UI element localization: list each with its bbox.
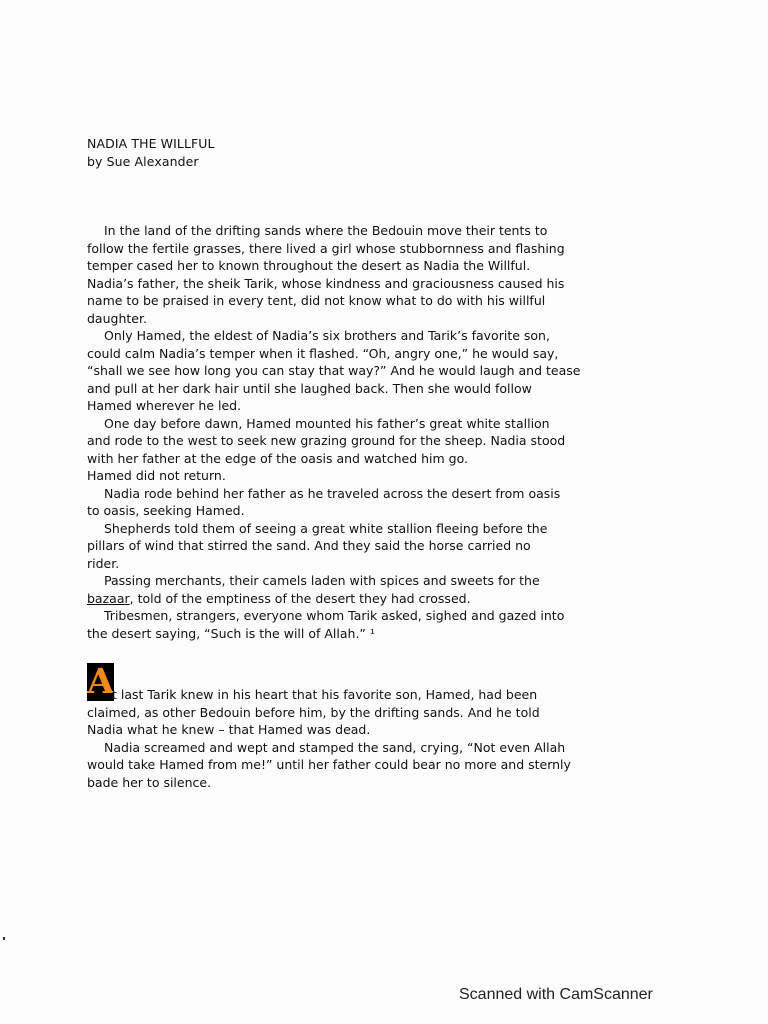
text-line: to oasis, seeking Hamed.: [87, 503, 245, 518]
text-line: Tribesmen, strangers, everyone whom Tarik asked, sighed and gazed into: [104, 608, 565, 623]
text-line: Nadia’s father, the sheik Tarik, whose kindness and graciousness caused his: [87, 275, 565, 291]
scan-speck: [3, 937, 5, 940]
story-section-2: [87, 686, 623, 791]
text-line: follow the fertile grasses, there lived a girl whose stubbornness and flashing: [87, 240, 565, 256]
text-line: Nadia screamed and wept and stamped the sand, crying, “Not even Allah: [104, 739, 566, 755]
text-line-rest: told of the emptiness of the desert they had crossed.: [137, 590, 471, 606]
text-line: Only Hamed, the eldest of Nadia’s six brothers and Tarik’s favorite son,: [104, 328, 550, 343]
text-line: t last Tarik knew in his heart that his favorite son, Hamed, had been: [112, 687, 538, 702]
drop-cap-letter: A: [87, 663, 114, 701]
text-line: One day before dawn, Hamed mounted his father’s great white stallion: [104, 415, 550, 431]
text-line: temper cased her to known throughout the desert as Nadia the Willful.: [87, 258, 531, 273]
document-heading: [87, 135, 215, 170]
text-line: and rode to the west to seek new grazing ground for the sheep. Nadia stood: [87, 433, 566, 448]
text-line: could calm Nadia’s temper when it flashed. “Oh, angry one,” he would say,: [87, 345, 559, 361]
text-line: the desert saying, “Such is the will of Allah.” ¹: [87, 625, 375, 641]
text-line: Hamed wherever he led.: [87, 398, 242, 413]
text-line: Shepherds told them of seeing a great white stallion fleeing before the: [104, 520, 548, 536]
text-line: pillars of wind that stirred the sand. And they said the horse carried no: [87, 538, 531, 553]
story-section-1: [87, 222, 623, 642]
camscanner-watermark: Scanned with CamScanner: [459, 986, 653, 1003]
text-line: Nadia what he knew – that Hamed was dead.: [87, 722, 371, 737]
text-line: bade her to silence.: [87, 774, 212, 790]
story-title: NADIA THE WILLFUL: [87, 136, 215, 151]
underlined-word: bazaar: [87, 590, 130, 606]
text-line: claimed, as other Bedouin before him, by the drifting sands. And he told: [87, 704, 540, 720]
text-line: and pull at her dark hair until she laughed back. Then she would follow: [87, 380, 532, 396]
text-line: “shall we see how long you can stay that way?” And he would laugh and tease: [87, 363, 581, 378]
text-line: daughter.: [87, 310, 147, 326]
story-byline: by Sue Alexander: [87, 153, 199, 169]
text-line: Nadia rode behind her father as he traveled across the desert from oasis: [104, 485, 561, 501]
text-line: with her father at the edge of the oasis and watched him go.: [87, 450, 468, 466]
text-line: Passing merchants, their camels laden with spices and sweets for the: [104, 573, 540, 588]
text-line: Hamed did not return.: [87, 468, 226, 483]
text-line: name to be praised in every tent, did not know what to do with his willful: [87, 293, 546, 308]
text-line-bazaar: bazaar, told of the emptiness of the desert they had crossed.: [87, 590, 471, 606]
text-line: In the land of the drifting sands where the Bedouin move their tents to: [104, 223, 548, 238]
text-line: would take Hamed from me!” until her father could bear no more and sternly: [87, 757, 571, 772]
text-line: rider.: [87, 555, 120, 571]
